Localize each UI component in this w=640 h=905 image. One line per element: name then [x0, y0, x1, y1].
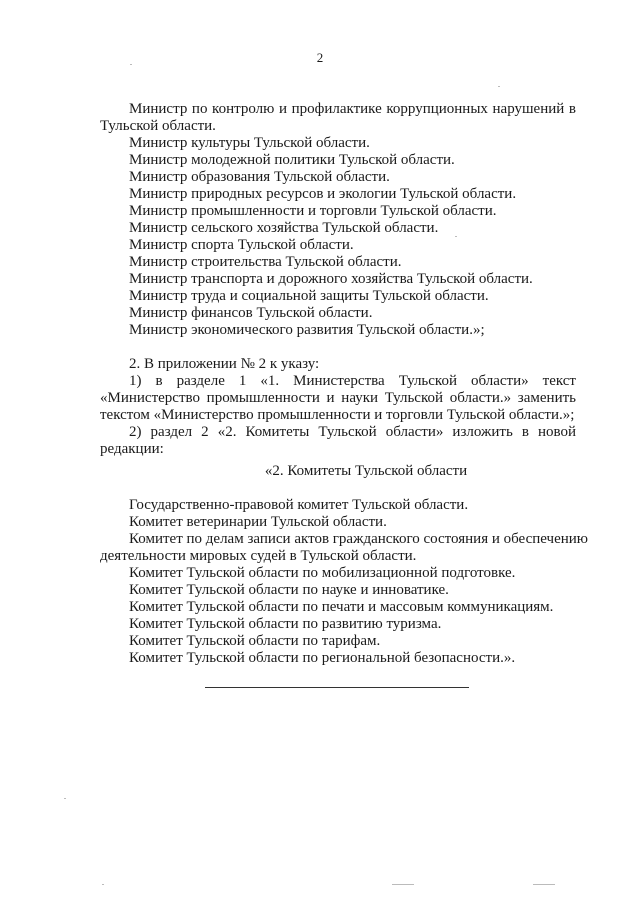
scan-speck [102, 884, 104, 885]
ministry-line-anticorruption: Министр по контролю и профилактике коррупционных нарушений в [129, 101, 576, 117]
committee-item: Комитет Тульской области по мобилизационной подготовке. [129, 565, 516, 581]
committee-item: Государственно-правовой комитет Тульской области. [129, 497, 469, 513]
ministry-item: Министр культуры Тульской области. [129, 135, 370, 151]
committee-item: Комитет ветеринарии Тульской области. [129, 514, 387, 530]
scan-speck [455, 236, 457, 237]
amendment-subpoint-1-line: текстом «Министерство промышленности и торговли Тульской области.»; [100, 407, 575, 423]
amendment-point-2: 2. В приложении № 2 к указу: [129, 356, 320, 372]
paragraph-gap [100, 339, 576, 356]
page-number: 2 [316, 50, 324, 65]
ministry-item: Министр молодежной политики Тульской области. [129, 152, 455, 168]
scan-speck [498, 86, 500, 87]
ministry-item: Министр экономического развития Тульской области.»; [129, 322, 485, 338]
ministry-item: Министр спорта Тульской области. [129, 237, 354, 253]
ministry-item: Министр образования Тульской области. [129, 169, 390, 185]
committee-item: Комитет Тульской области по развитию туризма. [129, 616, 442, 632]
ministry-item: Министр финансов Тульской области. [129, 305, 373, 321]
amendment-subpoint-2-line: 2) раздел 2 «2. Комитеты Тульской области» изложить в новой [129, 424, 576, 440]
committee-item: Комитет Тульской области по тарифам. [129, 633, 381, 649]
document-body [100, 101, 589, 667]
scan-speck [64, 798, 66, 799]
committee-item: Комитет Тульской области по региональной безопасности.». [129, 650, 516, 666]
closing-rule [205, 687, 469, 688]
amendment-subpoint-1-line: «Министерство промышленности и науки Тульской области.» заменить [100, 390, 576, 406]
ministry-item: Министр природных ресурсов и экологии Тульской области. [129, 186, 517, 202]
committee-registry-line: Комитет по делам записи актов гражданского состояния и обеспечению [129, 531, 589, 547]
amendment-subpoint-1-line: 1) в разделе 1 «1. Министерства Тульской области» текст [129, 373, 576, 389]
ministry-item: Министр труда и социальной защиты Тульской области. [129, 288, 489, 304]
ministry-line-anticorruption-cont: Тульской области. [100, 118, 216, 134]
committee-registry-line-cont: деятельности мировых судей в Тульской области. [100, 548, 417, 564]
ministry-item: Министр промышленности и торговли Тульской области. [129, 203, 497, 219]
scan-speck [533, 884, 555, 885]
committee-item: Комитет Тульской области по печати и массовым коммуникациям. [129, 599, 554, 615]
committee-item: Комитет Тульской области по науке и инноватике. [129, 582, 449, 598]
ministry-item: Министр сельского хозяйства Тульской области. [129, 220, 439, 236]
ministry-item: Министр транспорта и дорожного хозяйства Тульской области. [129, 271, 533, 287]
scan-speck [130, 64, 132, 65]
committees-heading: «2. Комитеты Тульской области [264, 463, 468, 479]
ministry-item: Министр строительства Тульской области. [129, 254, 402, 270]
amendment-subpoint-2-line: редакции: [100, 441, 164, 457]
scan-speck [392, 884, 414, 885]
